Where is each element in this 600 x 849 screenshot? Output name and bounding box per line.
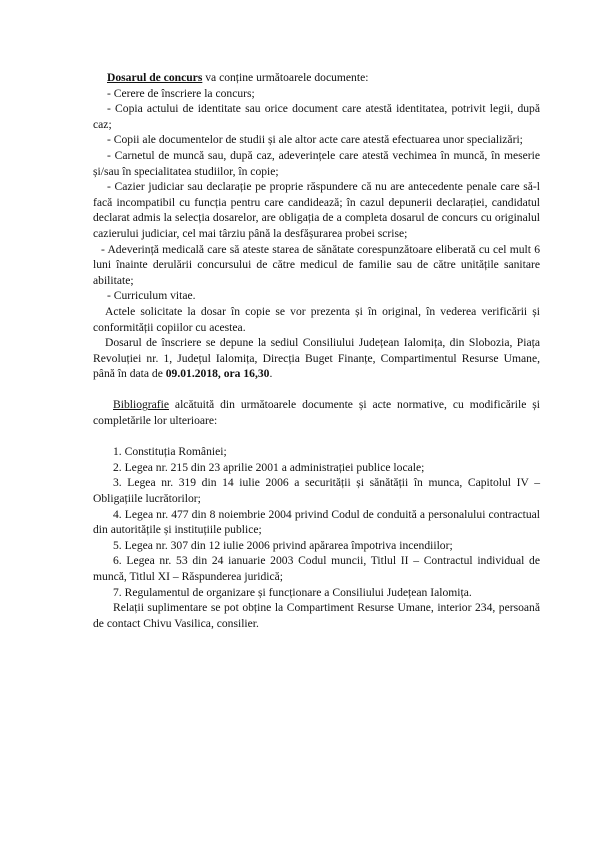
dosar-item: - Carnetul de muncă sau, după caz, adeverințele care atestă vechimea în muncă, în meserie și/sau în specialitatea studiilor, în copie; <box>93 148 540 178</box>
bibliografie-intro-paragraph <box>93 397 540 428</box>
dosar-intro: va conține următoarele documente: <box>202 71 369 84</box>
bibliografie-intro: alcătuită din următoarele documente și acte normative, cu modificările și completările lor ulterioare: <box>93 398 540 428</box>
dosar-item: - Cerere de înscriere la concurs; <box>107 86 255 100</box>
bibliografie-item: 4. Legea nr. 477 din 8 noiembrie 2004 privind Codul de conduită a personalului contractual din autoritățile și instituțiile publice; <box>93 507 540 537</box>
contact-paragraph: Relații suplimentare se pot obține la Compartiment Resurse Umane, interior 234, persoană de contact Chivu Vasilica, consilier. <box>93 601 540 630</box>
submission-end: . <box>269 367 273 381</box>
dosar-item: - Copia actului de identitate sau orice document care atestă identitatea, potrivit legii, după caz; <box>93 102 540 131</box>
dosar-item: - Cazier judiciar sau declarație pe proprie răspundere că nu are antecedente penale care să-l facă incompatibil cu funcția pentru care candidează; în cazul depunerii declarației, candidatul declarat admis la selecția dosarelor, are obligația de a completa dosarul de concurs cu originalul cazierului judiciar, cel mai târziu până la desfășurarea probei scrise; <box>93 180 540 240</box>
dosar-item: - Curriculum vitae. <box>107 289 196 303</box>
bibliografie-item: 1. Constituția României; <box>113 445 227 459</box>
copies-note: Actele solicitate la dosar în copie se vor prezenta și în original, în vederea verificării și conformității copiilor cu acestea. <box>93 304 540 334</box>
submission-text: Dosarul de înscriere se depune la sediul Consiliului Județean Ialomița, din Slobozia, Piața Revoluției nr. 1, Județul Ialomița, Direcția Buget Finanțe, Compartimentul Resurse Umane, până în data de <box>93 336 540 381</box>
dosar-item: - Adeverință medicală care să ateste starea de sănătate corespunzătoare eliberată cu cel mult 6 luni înainte derulării concursului de către medicul de familie sau de către unitățile sanitare abilitate; <box>93 242 540 287</box>
bibliografie-item: 5. Legea nr. 307 din 12 iulie 2006 privind apărarea împotriva incendiilor; <box>113 538 453 552</box>
bibliografie-item: 2. Legea nr. 215 din 23 aprilie 2001 a administrației publice locale; <box>113 460 425 474</box>
bibliografie-heading: Bibliografie <box>113 398 170 412</box>
bibliografie-item: 7. Regulamentul de organizare și funcționare a Consiliului Județean Ialomița. <box>113 585 472 599</box>
dosar-item: - Copii ale documentelor de studii și ale altor acte care atestă efectuarea unor specializări; <box>107 133 523 147</box>
dosar-heading: Dosarul de concurs <box>107 71 203 84</box>
bibliografie-item: 6. Legea nr. 53 din 24 ianuarie 2003 Codul muncii, Titlul II – Contractul individual de muncă, Titlul XI – Răspunderea juridică; <box>93 554 540 583</box>
dosar-intro-paragraph <box>93 70 540 86</box>
submission-deadline: 09.01.2018, ora 16,30 <box>165 367 270 381</box>
document-page <box>93 70 540 631</box>
submission-paragraph <box>93 335 540 382</box>
bibliografie-item: 3. Legea nr. 319 din 14 iulie 2006 a securității și sănătății în munca, Capitolul IV – Obligațiile lucrătorilor; <box>93 476 540 506</box>
